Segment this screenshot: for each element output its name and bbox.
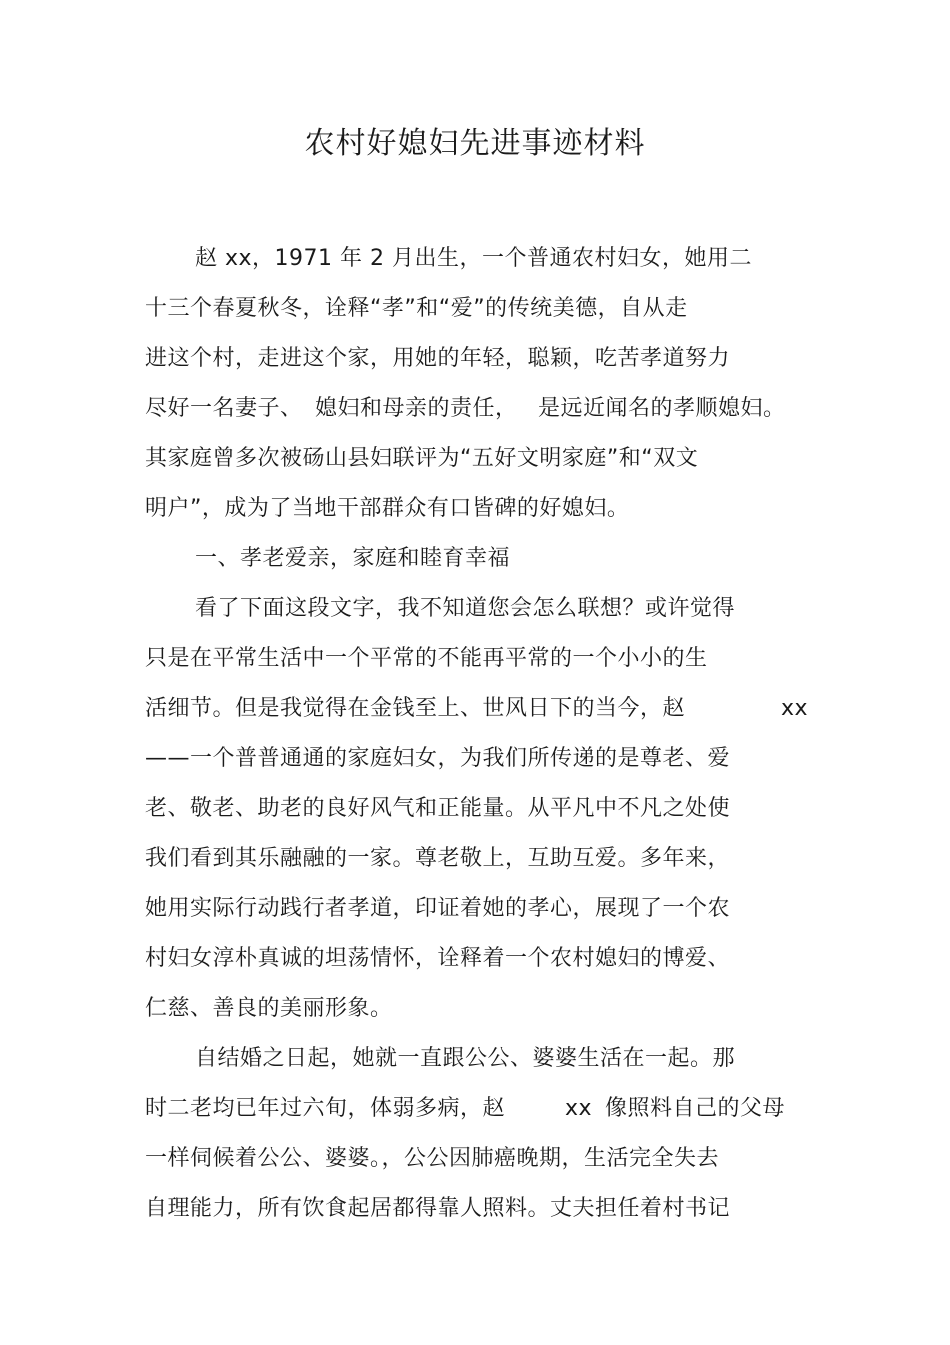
text-line: [0, 1084, 950, 1134]
text-segment: 自理能力，所有饮食起居都得靠人照料。丈夫担任着村书记: [145, 1196, 731, 1221]
text-line: [0, 384, 950, 434]
text-line: [0, 984, 950, 1034]
text-segment: 十三个春夏秋冬，诠释“孝”和“爱”的传统美德，自从走: [145, 296, 688, 321]
text-segment: 时二老均已年过六旬，体弱多病，赵: [145, 1096, 506, 1121]
text-segment: 一样伺候着公公、婆婆。，公公因肺癌晚期，生活完全失去: [145, 1146, 720, 1171]
text-line: [0, 934, 950, 984]
text-segment: 像照料自己的父母: [605, 1096, 786, 1121]
text-segment: 明户”，成为了当地干部群众有口皆碑的好媳妇。: [145, 496, 630, 521]
text-line: [0, 884, 950, 934]
text-segment: 自结婚之日起，她就一直跟公公、婆婆生活在一起。那: [195, 1046, 736, 1071]
text-line: [0, 234, 950, 284]
text-line: [0, 634, 950, 684]
text-line: [0, 334, 950, 384]
text-line: [0, 284, 950, 334]
text-segment: 一、孝老爱亲，家庭和睦育幸福: [195, 546, 511, 571]
text-line: [0, 684, 950, 734]
text-line: [0, 1034, 950, 1084]
text-segment: 尽好一名妻子、: [145, 396, 303, 421]
text-segment: 赵 xx，1971 年 2 月出生，一个普通农村妇女，她用二: [195, 246, 752, 271]
text-line: [0, 784, 950, 834]
text-segment: 我们看到其乐融融的一家。尊老敬上，互助互爱。多年来，: [145, 846, 731, 871]
text-segment: 村妇女淳朴真诚的坦荡情怀，诠释着一个农村媳妇的博爱、: [145, 946, 731, 971]
text-line: [0, 484, 950, 534]
text-segment: 活细节。但是我觉得在金钱至上、世风日下的当今，赵: [145, 696, 686, 721]
text-segment: 老、敬老、助老的良好风气和正能量。从平凡中不凡之处使: [145, 796, 731, 821]
text-segment: xx: [781, 696, 809, 721]
text-segment: 其家庭曾多次被砀山县妇联评为“五好文明家庭”和“双文: [145, 446, 699, 471]
text-line: [0, 434, 950, 484]
text-segment: 只是在平常生活中一个平常的不能再平常的一个小小的生: [145, 646, 708, 671]
text-segment: 是远近闻名的孝顺媳妇。: [538, 396, 786, 421]
text-segment: 仁慈、善良的美丽形象。: [145, 996, 393, 1021]
text-segment: 看了下面这段文字，我不知道您会怎么联想？或许觉得: [195, 596, 736, 621]
text-segment: 她用实际行动践行者孝道，印证着她的孝心，展现了一个农: [145, 896, 731, 921]
text-line: [0, 834, 950, 884]
document-body: [0, 234, 950, 1234]
section-heading: [0, 534, 950, 584]
text-line: [0, 584, 950, 634]
text-segment: ——一个普普通通的家庭妇女，为我们所传递的是尊老、爱: [145, 746, 731, 771]
document-title: 农村好媳妇先进事迹材料: [304, 126, 646, 161]
text-segment: 媳妇和母亲的责任，: [315, 396, 518, 421]
text-line: [0, 1134, 950, 1184]
text-line: [0, 734, 950, 784]
text-segment: xx: [565, 1096, 593, 1121]
text-segment: 进这个村，走进这个家，用她的年轻，聪颖，吃苦孝道努力: [145, 346, 731, 371]
text-line: [0, 1184, 950, 1234]
